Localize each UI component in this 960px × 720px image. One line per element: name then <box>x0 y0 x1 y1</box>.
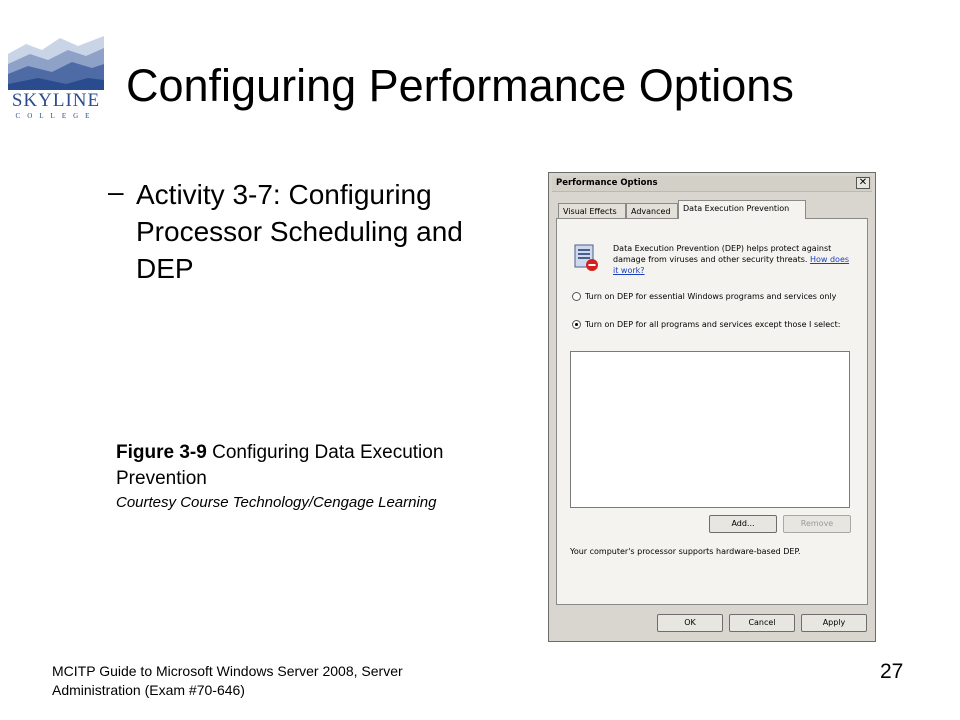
logo-subtitle: COLLEGE <box>15 112 97 120</box>
cancel-button[interactable]: Cancel <box>729 614 795 632</box>
dialog-titlebar <box>552 176 872 192</box>
bullet-dash: – <box>108 176 124 207</box>
add-button[interactable]: Add... <box>709 515 777 533</box>
close-icon[interactable]: ✕ <box>856 177 870 189</box>
performance-options-dialog <box>548 172 876 642</box>
page-number: 27 <box>880 660 904 683</box>
mountains-icon <box>8 14 104 90</box>
radio-button[interactable] <box>572 292 581 301</box>
radio-label: Turn on DEP for essential Windows programs and services only <box>585 292 837 301</box>
figure-caption <box>116 440 516 514</box>
bullet-text: Activity 3-7: Configuring Processor Scheduling and DEP <box>136 179 463 284</box>
tab-label: Data Execution Prevention <box>683 204 790 213</box>
tab-label: Advanced <box>631 207 671 216</box>
tab-panel <box>556 218 868 605</box>
exception-list[interactable] <box>570 351 850 508</box>
dep-shield-icon <box>571 243 601 275</box>
slide-footer: MCITP Guide to Microsoft Windows Server 2008, Server Administration (Exam #70-646) <box>52 663 403 698</box>
remove-button[interactable]: Remove <box>783 515 851 533</box>
radio-button[interactable] <box>572 320 581 329</box>
caption-text: Configuring Data Execution Prevention <box>116 442 444 489</box>
dep-description-text: Data Execution Prevention (DEP) helps protect against damage from viruses and other security threats. <box>613 244 832 264</box>
tab-label: Visual Effects <box>563 207 617 216</box>
dialog-title: Performance Options <box>556 178 658 188</box>
radio-label: Turn on DEP for all programs and services except those I select: <box>585 320 841 329</box>
tab-advanced[interactable] <box>626 203 678 218</box>
slide-title: Configuring Performance Options <box>126 60 794 111</box>
help-link[interactable]: How does it work? <box>613 255 850 275</box>
radio-essential-only[interactable] <box>572 291 852 315</box>
caption-label: Figure 3-9 <box>116 442 207 463</box>
tab-data-execution-prevention[interactable] <box>678 200 806 219</box>
logo-name: SKYLINE <box>11 90 101 111</box>
caption-credit: Courtesy Course Technology/Cengage Learning <box>116 494 437 511</box>
dep-description <box>613 243 853 276</box>
apply-button[interactable]: Apply <box>801 614 867 632</box>
radio-all-programs[interactable] <box>572 319 852 343</box>
ok-button[interactable]: OK <box>657 614 723 632</box>
dep-status-text: Your computer's processor supports hardware-based DEP. <box>570 547 801 556</box>
tab-visual-effects[interactable] <box>558 203 626 218</box>
skyline-college-logo <box>8 14 104 124</box>
